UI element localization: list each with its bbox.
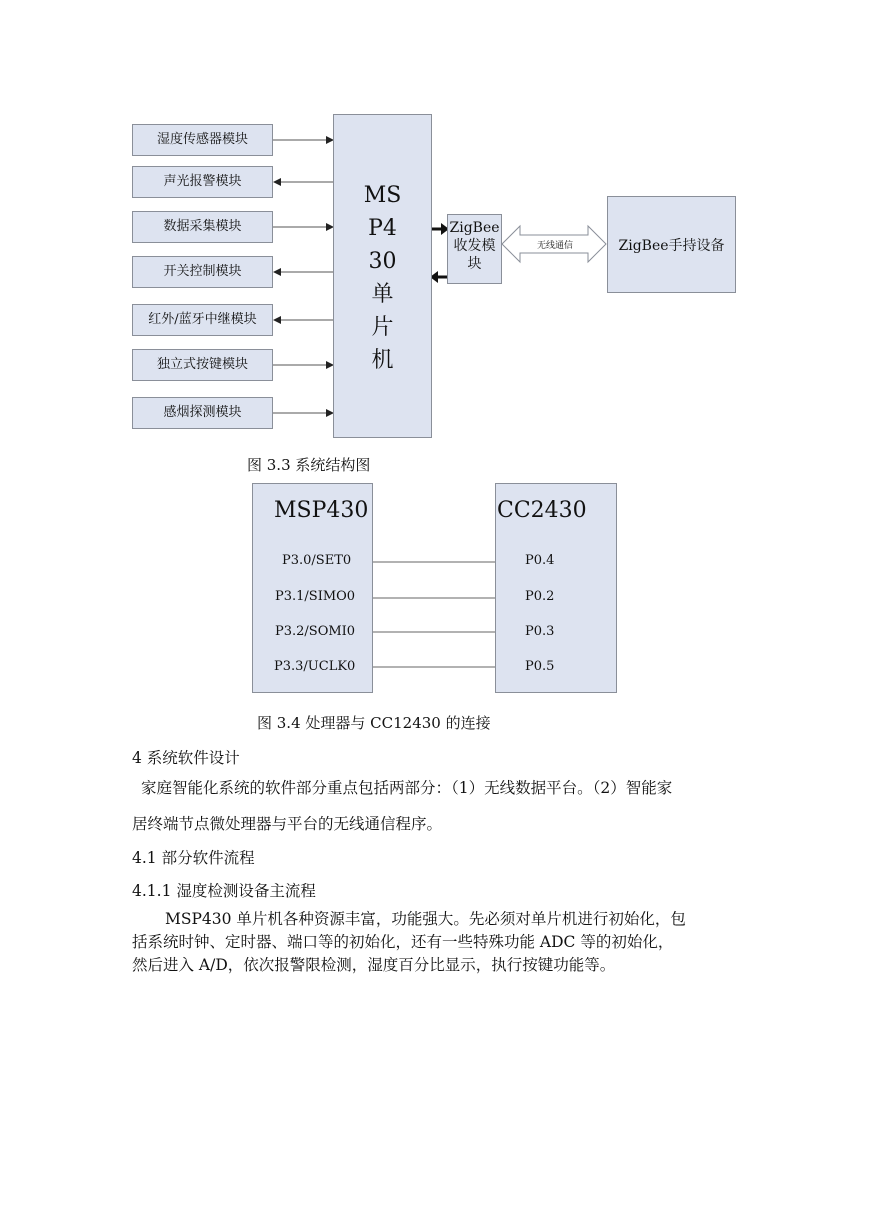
zigbee-handheld-device: ZigBee手持设备 — [607, 196, 736, 293]
zigbee-module — [447, 214, 502, 284]
pin-p31-simo0: P3.1/SIMO0 — [275, 589, 356, 604]
module-ir-bluetooth-relay: 红外/蓝牙中继模块 — [132, 304, 273, 336]
paragraph-2-line-1: MSP430 单片机各种资源丰富，功能强大。先必须对单片机进行初始化，包 — [165, 910, 686, 928]
pin-p32-somi0: P3.2/SOMI0 — [275, 624, 356, 639]
module-switch-control: 开关控制模块 — [132, 256, 273, 288]
paragraph-1-line-1: 家庭智能化系统的软件部分重点包括两部分：（1）无线数据平台。（2）智能家 — [141, 779, 673, 797]
module-data-acquisition: 数据采集模块 — [132, 211, 273, 243]
figure-3-4-caption: 图 3.4 处理器与 CC12430 的连接 — [257, 714, 491, 732]
mcu-label: MS P4 30 单 片 机 — [363, 183, 402, 373]
module-independent-keys: 独立式按键模块 — [132, 349, 273, 381]
pin-p03: P0.3 — [525, 624, 555, 639]
module-sound-light-alarm: 声光报警模块 — [132, 166, 273, 198]
heading-4-1-1: 4.1.1 湿度检测设备主流程 — [132, 882, 316, 900]
module-humidity-sensor: 湿度传感器模块 — [132, 124, 273, 156]
zigbee-label: ZigBee 收发模 块 — [449, 220, 500, 272]
heading-4-1: 4.1 部分软件流程 — [132, 849, 255, 867]
module-smoke-detector: 感烟探测模块 — [132, 397, 273, 429]
paragraph-2-line-2: 括系统时钟、定时器、端口等的初始化，还有一些特殊功能 ADC 等的初始化， — [132, 933, 674, 951]
cc2430-title: CC2430 — [497, 498, 587, 523]
pin-p33-uclk0: P3.3/UCLK0 — [274, 659, 356, 674]
pin-p02: P0.2 — [525, 589, 555, 604]
paragraph-1-line-2: 居终端节点微处理器与平台的无线通信程序。 — [132, 815, 443, 833]
heading-4: 4 系统软件设计 — [132, 749, 240, 767]
wireless-label: 无线通信 — [536, 241, 573, 251]
figure-3-3-caption: 图 3.3 系统结构图 — [247, 456, 371, 474]
mcu-block — [333, 114, 432, 438]
pin-p30-set0: P3.0/SET0 — [282, 553, 352, 568]
pin-p05: P0.5 — [525, 659, 555, 674]
pin-p04: P0.4 — [525, 553, 555, 568]
paragraph-2-line-3: 然后进入 A/D，依次报警限检测，湿度百分比显示，执行按键功能等。 — [132, 956, 616, 974]
msp430-title: MSP430 — [274, 498, 369, 523]
